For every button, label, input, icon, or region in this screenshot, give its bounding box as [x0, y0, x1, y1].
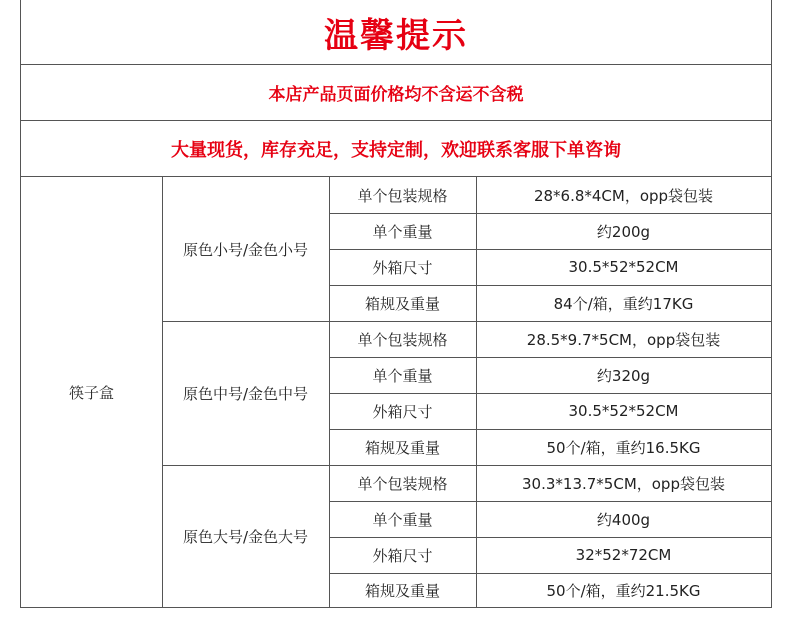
product-name-cell: 筷子盒 — [68, 383, 114, 402]
row-divider — [329, 213, 771, 214]
spec-label-cell: 箱规及重量 — [364, 581, 440, 600]
spec-label-cell: 外箱尺寸 — [372, 402, 433, 421]
row-divider — [329, 501, 771, 502]
spec-value-cell: 30.5*52*52CM — [568, 258, 679, 276]
size-variant-cell: 原色小号/金色小号 — [182, 240, 309, 259]
row-divider — [329, 393, 771, 394]
spec-value-cell: 50个/箱，重约16.5KG — [546, 438, 701, 457]
spec-label-cell: 单个包装规格 — [357, 330, 448, 349]
spec-value-cell: 50个/箱，重约21.5KG — [546, 581, 701, 600]
spec-label-cell: 箱规及重量 — [364, 438, 440, 457]
row-divider — [329, 285, 771, 286]
spec-label-cell: 外箱尺寸 — [372, 258, 433, 277]
row-divider — [329, 429, 771, 430]
spec-value-cell: 28*6.8*4CM，opp袋包装 — [533, 186, 714, 205]
row-divider — [329, 573, 771, 574]
page-title: 温馨提示 — [21, 0, 771, 65]
spec-value-cell: 28.5*9.7*5CM，opp袋包装 — [526, 330, 721, 349]
group-divider — [162, 321, 771, 322]
spec-label-cell: 单个包装规格 — [357, 474, 448, 493]
spec-sheet — [20, 0, 772, 608]
row-divider — [329, 357, 771, 358]
spec-value-cell: 约320g — [596, 366, 651, 385]
spec-value-cell: 32*52*72CM — [575, 546, 672, 564]
row-divider — [329, 537, 771, 538]
spec-table — [21, 177, 771, 607]
size-variant-cell: 原色中号/金色中号 — [182, 384, 309, 403]
spec-label-cell: 单个重量 — [372, 366, 433, 385]
group-divider — [162, 465, 771, 466]
spec-value-cell: 30.3*13.7*5CM，opp袋包装 — [522, 474, 725, 493]
stock-notice: 大量现货，库存充足，支持定制，欢迎联系客服下单咨询 — [21, 121, 771, 177]
spec-value-cell: 84个/箱，重约17KG — [553, 294, 694, 313]
spec-value-cell: 约400g — [596, 510, 651, 529]
spec-value-cell: 30.5*52*52CM — [568, 402, 679, 420]
price-notice: 本店产品页面价格均不含运不含税 — [21, 65, 771, 121]
spec-label-cell: 单个重量 — [372, 510, 433, 529]
spec-label-cell: 单个包装规格 — [357, 186, 448, 205]
size-variant-cell: 原色大号/金色大号 — [182, 527, 309, 546]
row-divider — [329, 249, 771, 250]
spec-label-cell: 外箱尺寸 — [372, 546, 433, 565]
spec-label-cell: 单个重量 — [372, 222, 433, 241]
spec-value-cell: 约200g — [596, 222, 651, 241]
spec-label-cell: 箱规及重量 — [364, 294, 440, 313]
